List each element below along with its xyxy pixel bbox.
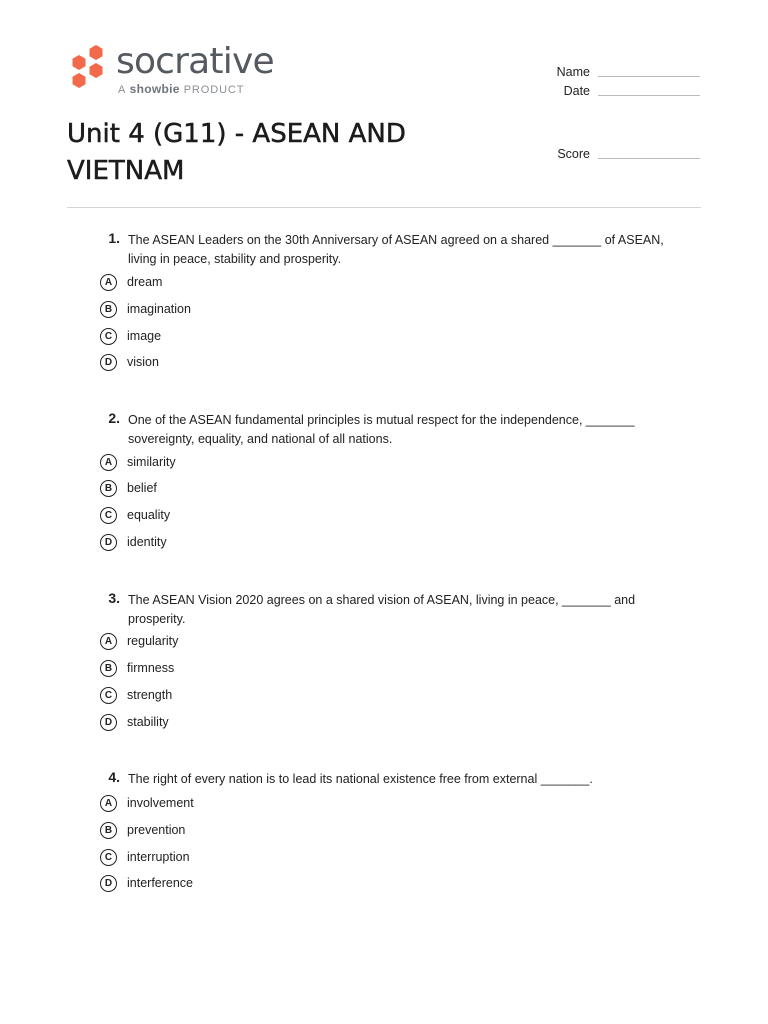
option-bubble[interactable]: B [100,480,117,497]
option-text: imagination [127,302,191,316]
question-text: The ASEAN Vision 2020 agrees on a shared vision of ASEAN, living in peace, _______ and prosperity. [128,593,636,626]
question-number: 3. [108,590,120,606]
name-label: Name [556,65,590,79]
option-bubble[interactable]: B [100,822,117,839]
option-bubble[interactable]: A [100,795,117,812]
option-text: strength [127,688,173,702]
option-bubble[interactable]: A [100,274,117,291]
date-label: Date [563,84,590,98]
option-text: identity [127,535,167,549]
option-bubble[interactable]: A [100,633,117,650]
brand-name: socrative [116,41,274,82]
option-bubble[interactable]: D [100,534,117,551]
name-field[interactable] [500,61,700,81]
option-text: involvement [127,796,194,810]
score-field[interactable] [500,143,700,163]
tagline-brand: showbie [129,82,180,96]
option-text: interference [127,876,194,890]
worksheet-title: Unit 4 (G11) - ASEAN AND VIETNAM [67,119,406,186]
option-text: similarity [127,455,176,469]
name-line[interactable] [598,76,700,77]
header-divider [67,207,701,208]
option-text: image [127,329,162,343]
option-bubble[interactable]: D [100,354,117,371]
option-bubble[interactable]: D [100,875,117,892]
option-text: belief [127,481,157,495]
question-number: 1. [108,230,120,246]
question-text: One of the ASEAN fundamental principles is mutual respect for the independence, _______ sovereignty, equality, and national of all nations. [128,413,635,446]
socrative-logo [66,42,296,102]
score-line[interactable] [598,158,700,159]
tagline-suffix: PRODUCT [183,84,245,96]
option-text: stability [127,715,169,729]
date-line[interactable] [598,95,700,96]
question-text: The ASEAN Leaders on the 30th Anniversary of ASEAN agreed on a shared _______ of ASEAN, living in peace, stability and prosperity. [128,233,664,266]
option-text: vision [127,355,159,369]
option-bubble[interactable]: B [100,301,117,318]
option-text: equality [127,508,171,522]
option-text: regularity [127,634,179,648]
score-label: Score [557,147,590,161]
option-bubble[interactable]: C [100,507,117,524]
option-bubble[interactable]: C [100,849,117,866]
option-bubble[interactable]: A [100,454,117,471]
option-text: interruption [127,850,190,864]
option-bubble[interactable]: B [100,660,117,677]
tagline-prefix: A [118,84,126,96]
question-number: 4. [108,769,120,785]
option-text: prevention [127,823,186,837]
date-field[interactable] [500,80,700,100]
question-number: 2. [108,410,120,426]
option-bubble[interactable]: C [100,328,117,345]
hexagon-cluster-logo-icon [66,42,108,94]
option-bubble[interactable]: D [100,714,117,731]
option-text: firmness [127,661,175,675]
brand-tagline [118,82,244,96]
question-text: The right of every nation is to lead its national existence free from external _______. [128,772,593,786]
option-bubble[interactable]: C [100,687,117,704]
option-text: dream [127,275,163,289]
